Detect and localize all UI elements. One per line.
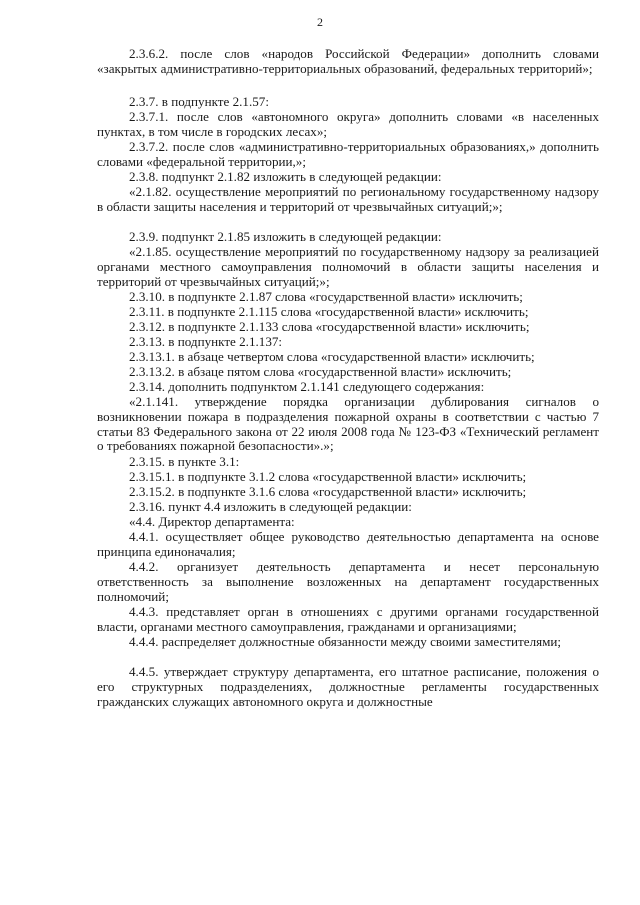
paragraph: 2.3.15.2. в подпункте 3.1.6 слова «государственной власти» исключить; xyxy=(129,484,527,499)
paragraph: «2.1.82. осуществление мероприятий по региональному государственному надзору в области защиты населения и территорий от чрезвычайных ситуаций;»; xyxy=(97,184,599,214)
paragraph: 2.3.13. в подпункте 2.1.137: xyxy=(129,334,283,349)
paragraph: 4.4.1. осуществляет общее руководство деятельностью департамента на основе принципа единоначалия; xyxy=(97,529,599,559)
paragraph: 2.3.13.1. в абзаце четвертом слова «государственной власти» исключить; xyxy=(129,349,535,364)
paragraph: 2.3.7. в подпункте 2.1.57: xyxy=(129,94,269,109)
paragraph: 2.3.15. в пункте 3.1: xyxy=(129,454,240,469)
paragraph: 2.3.10. в подпункте 2.1.87 слова «государственной власти» исключить; xyxy=(129,289,523,304)
paragraph: 2.3.11. в подпункте 2.1.115 слова «государственной власти» исключить; xyxy=(129,304,529,319)
paragraph: 4.4.5. утверждает структуру департамента, его штатное расписание, положения о его структурных подразделениях, должностные регламенты государственных гражданских служащих автономного округа и должностные xyxy=(97,664,599,709)
paragraph: «2.1.141. утверждение порядка организации дублирования сигналов о возникновении пожара в подразделения пожарной охраны в соответствии с частью 7 статьи 83 Федерального закона от 22 июля 2008 года № 123-ФЗ «Технический регламент о требованиях пожарной безопасности».»; xyxy=(97,394,599,454)
paragraph: 2.3.6.2. после слов «народов Российской Федерации» дополнить словами «закрытых административно-территориальных образований, федеральных территорий»; xyxy=(97,46,599,76)
paragraph: 4.4.2. организует деятельность департамента и несет персональную ответственность за выполнение возложенных на департамент государственных полномочий; xyxy=(97,559,599,604)
paragraph: 2.3.16. пункт 4.4 изложить в следующей редакции: xyxy=(129,499,412,514)
paragraph: «4.4. Директор департамента: xyxy=(129,514,295,529)
paragraph: 2.3.15.1. в подпункте 3.1.2 слова «государственной власти» исключить; xyxy=(129,469,527,484)
paragraph: 2.3.12. в подпункте 2.1.133 слова «государственной власти» исключить; xyxy=(129,319,530,334)
paragraph: 2.3.13.2. в абзаце пятом слова «государственной власти» исключить; xyxy=(129,364,512,379)
paragraph: 4.4.4. распределяет должностные обязанности между своими заместителями; xyxy=(129,634,562,649)
page-number: 2 xyxy=(317,15,323,29)
paragraph: «2.1.85. осуществление мероприятий по государственному надзору за реализацией органами местного самоуправления полномочий в области защиты населения и территорий от чрезвычайных ситуаций;»; xyxy=(97,244,599,289)
paragraph: 4.4.3. представляет орган в отношениях с другими органами государственной власти, органами местного самоуправления, гражданами и организациями; xyxy=(97,604,599,634)
paragraph: 2.3.14. дополнить подпунктом 2.1.141 следующего содержания: xyxy=(129,379,485,394)
paragraph: 2.3.7.1. после слов «автономного округа» дополнить словами «в населенных пунктах, в том числе в городских лесах»; xyxy=(97,109,599,139)
paragraph: 2.3.7.2. после слов «административно-территориальных образованиях,» дополнить словами «федеральной территории,»; xyxy=(97,139,599,169)
paragraph: 2.3.8. подпункт 2.1.82 изложить в следующей редакции: xyxy=(129,169,442,184)
paragraph: 2.3.9. подпункт 2.1.85 изложить в следующей редакции: xyxy=(129,229,442,244)
